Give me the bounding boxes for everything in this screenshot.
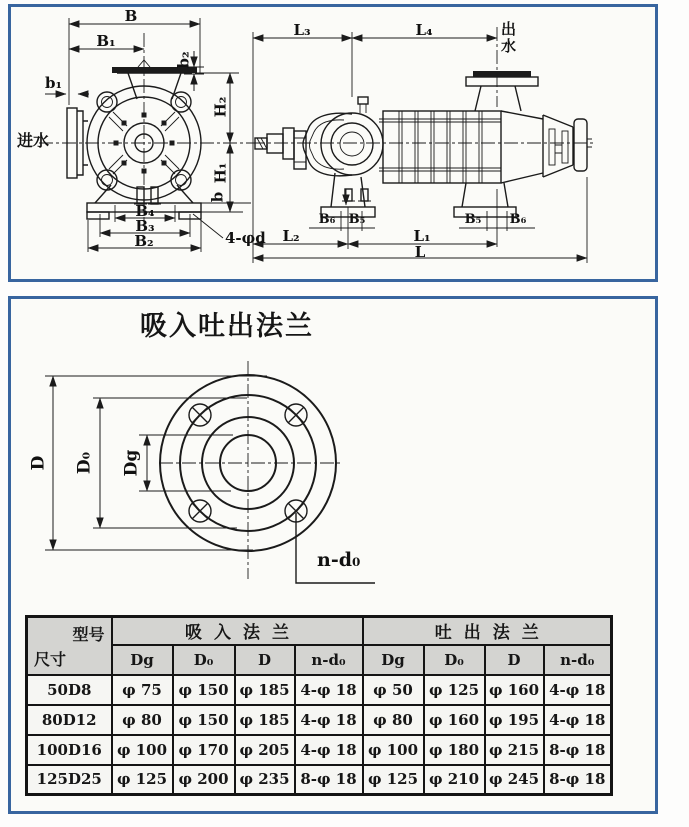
dim-label-D0: D₀ — [74, 451, 95, 475]
table-cell: φ 195 — [485, 705, 544, 735]
table-cell: φ 75 — [112, 675, 173, 705]
col-header-suction-D0: D₀ — [173, 645, 235, 675]
col-group-suction-flange: 吸入法兰 — [112, 617, 363, 645]
dim-label-B5-left: B₅ — [348, 212, 366, 227]
table-row — [27, 705, 612, 735]
dim-label-H2: H₂ — [211, 96, 230, 118]
dim-label-L4: L₄ — [415, 21, 433, 39]
dim-label-L3: L₃ — [293, 21, 311, 39]
dim-label-L1: L₁ — [413, 227, 431, 245]
dim-label-B5-right: B₅ — [464, 212, 482, 227]
table-cell: φ 200 — [173, 765, 235, 795]
table-cell: 4-φ 18 — [544, 705, 612, 735]
table-cell: 4-φ 18 — [295, 735, 363, 765]
model-cell: 125D25 — [27, 765, 112, 795]
table-cell: φ 205 — [235, 735, 295, 765]
dim-label-b: b — [208, 191, 227, 203]
table-cell: φ 150 — [173, 705, 235, 735]
table-cell: 8-φ 18 — [544, 735, 612, 765]
col-header-suction-nd0: n-d₀ — [295, 645, 363, 675]
table-row — [27, 675, 612, 705]
col-header-discharge-D: D — [485, 645, 544, 675]
table-row — [27, 765, 612, 795]
dim-label-H1: H₁ — [211, 162, 230, 184]
dim-label-L: L — [414, 243, 426, 261]
flange-dimension-table — [25, 615, 613, 796]
table-cell: φ 80 — [112, 705, 173, 735]
bolt-note-4-phi-d: 4-φd — [225, 229, 266, 247]
flange-panel — [8, 296, 658, 814]
table-cell: 4-φ 18 — [544, 675, 612, 705]
table-cell: φ 215 — [485, 735, 544, 765]
table-cell: 4-φ 18 — [295, 705, 363, 735]
dim-label-B2: B₂ — [134, 232, 154, 250]
dim-label-B6-left: B₆ — [318, 212, 336, 227]
table-cell: 8-φ 18 — [544, 765, 612, 795]
table-cell: φ 160 — [424, 705, 485, 735]
table-cell: φ 50 — [363, 675, 424, 705]
col-header-suction-D: D — [235, 645, 295, 675]
table-cell: φ 150 — [173, 675, 235, 705]
table-cell: φ 160 — [485, 675, 544, 705]
dim-label-B3: B₃ — [135, 217, 155, 235]
outlet-label: 出水 — [499, 21, 517, 55]
dim-label-D: D — [28, 455, 49, 471]
model-cell: 50D8 — [27, 675, 112, 705]
flange-section-title: 吸入吐出法兰 — [140, 311, 314, 342]
table-cell: φ 245 — [485, 765, 544, 795]
table-row — [27, 735, 612, 765]
table-cell: φ 100 — [112, 735, 173, 765]
dim-label-B1: B₁ — [96, 32, 116, 50]
col-header-discharge-D0: D₀ — [424, 645, 485, 675]
dim-label-B6-right: B₆ — [509, 212, 527, 227]
table-cell: φ 80 — [363, 705, 424, 735]
table-cell: φ 185 — [235, 675, 295, 705]
table-cell: 4-φ 18 — [295, 675, 363, 705]
col-header-suction-Dg: Dg — [112, 645, 173, 675]
table-cell: φ 235 — [235, 765, 295, 795]
outline-drawing-panel — [8, 4, 658, 282]
model-cell: 80D12 — [27, 705, 112, 735]
col-group-discharge-flange: 吐出法兰 — [363, 617, 612, 645]
dim-label-B: B — [124, 7, 138, 25]
corner-header-cell — [27, 617, 112, 675]
table-cell: φ 125 — [363, 765, 424, 795]
table-cell: φ 210 — [424, 765, 485, 795]
table-cell: φ 170 — [173, 735, 235, 765]
table-cell: φ 180 — [424, 735, 485, 765]
flange-linework — [159, 361, 343, 579]
table-cell: φ 100 — [363, 735, 424, 765]
table-cell: 8-φ 18 — [295, 765, 363, 795]
dim-label-Dg: Dg — [121, 449, 142, 477]
side-view-linework — [251, 27, 593, 217]
corner-label-size: 尺寸 — [34, 649, 67, 669]
dim-label-b1: b₁ — [45, 74, 63, 92]
corner-label-model: 型号 — [72, 625, 105, 644]
table-cell: φ 185 — [235, 705, 295, 735]
table-cell: φ 125 — [112, 765, 173, 795]
dim-label-b2: b₂ — [174, 51, 193, 69]
dim-label-L2: L₂ — [282, 227, 300, 245]
bolt-note-n-d0: n-d₀ — [317, 549, 361, 571]
col-header-discharge-Dg: Dg — [363, 645, 424, 675]
dim-label-B4: B₄ — [135, 202, 155, 220]
col-header-discharge-nd0: n-d₀ — [544, 645, 612, 675]
inlet-label: 进水 — [17, 131, 50, 150]
model-cell: 100D16 — [27, 735, 112, 765]
table-cell: φ 125 — [424, 675, 485, 705]
